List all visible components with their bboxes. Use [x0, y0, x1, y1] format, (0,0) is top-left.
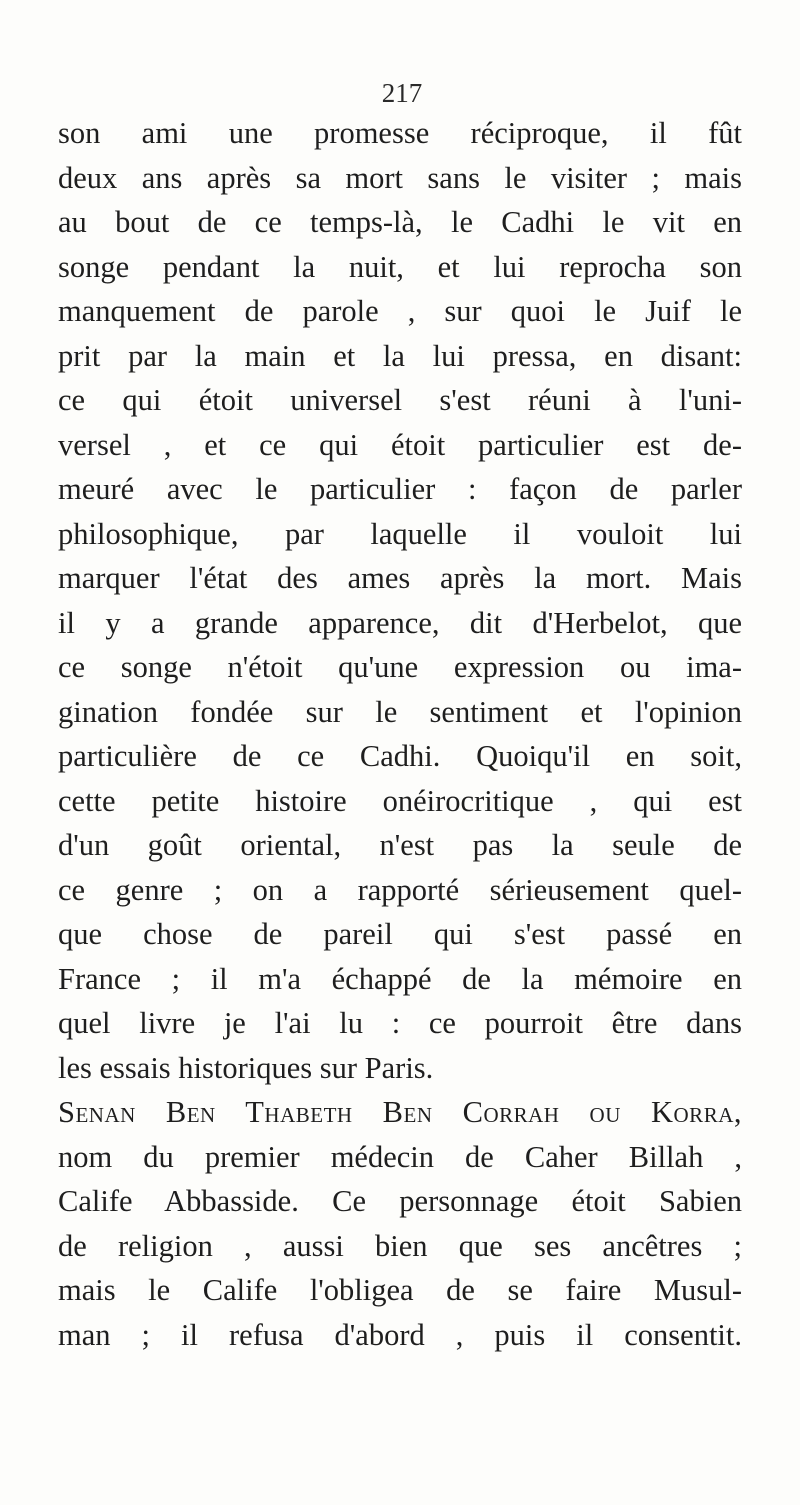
entry-line: nom du premier médecin de Caher Billah , — [58, 1139, 742, 1174]
text-line: d'un goût oriental, n'est pas la seule de — [58, 828, 742, 862]
text-line: ce songe n'étoit qu'une expression ou ima- — [58, 650, 742, 684]
body-text — [58, 111, 742, 1357]
text-line: cette petite histoire onéirocritique , qui est — [58, 783, 742, 818]
text-line: que chose de pareil qui s'est passé en — [58, 917, 742, 951]
text-line: prit par la main et la lui pressa, en disant: — [58, 338, 742, 373]
text-line: versel , et ce qui étoit particulier est de- — [58, 427, 742, 462]
entry-line: Calife Abbasside. Ce personnage étoit Sabien — [58, 1184, 742, 1218]
text-line: marquer l'état des ames après la mort. Mais — [58, 561, 742, 595]
page-number: 217 — [381, 78, 423, 108]
text-line: il y a grande apparence, dit d'Herbelot, que — [58, 605, 742, 640]
text-line: au bout de ce temps-là, le Cadhi le vit en — [58, 205, 742, 239]
text-line: deux ans après sa mort sans le visiter ; mais — [58, 160, 742, 195]
entry-line: mais le Calife l'obligea de se faire Musul- — [58, 1273, 742, 1307]
entry-line: de religion , aussi bien que ses ancêtres ; — [58, 1228, 742, 1263]
text-line: France ; il m'a échappé de la mémoire en — [58, 961, 742, 996]
text-line: particulière de ce Cadhi. Quoiqu'il en soit, — [58, 739, 742, 773]
text-line: quel livre je l'ai lu : ce pourroit être dans — [58, 1006, 742, 1040]
text-line: songe pendant la nuit, et lui reprocha son — [58, 249, 742, 284]
text-line: son ami une promesse réciproque, il fût — [58, 116, 742, 150]
text-line: philosophique, par laquelle il vouloit lui — [58, 516, 742, 551]
text-line: gination fondée sur le sentiment et l'opinion — [58, 694, 742, 729]
text-line: ce genre ; on a rapporté sérieusement quel- — [58, 872, 742, 907]
entry-line: man ; il refusa d'abord , puis il consentit. — [58, 1317, 742, 1352]
entry-heading: Senan Ben Thabeth Ben Corrah ou Korra, — [58, 1095, 742, 1129]
text-line: manquement de parole , sur quoi le Juif le — [58, 294, 742, 328]
text-line: ce qui étoit universel s'est réuni à l'uni- — [58, 383, 742, 417]
text-line: les essais historiques sur Paris. — [58, 1050, 434, 1085]
text-line: meuré avec le particulier : façon de parler — [58, 472, 742, 506]
